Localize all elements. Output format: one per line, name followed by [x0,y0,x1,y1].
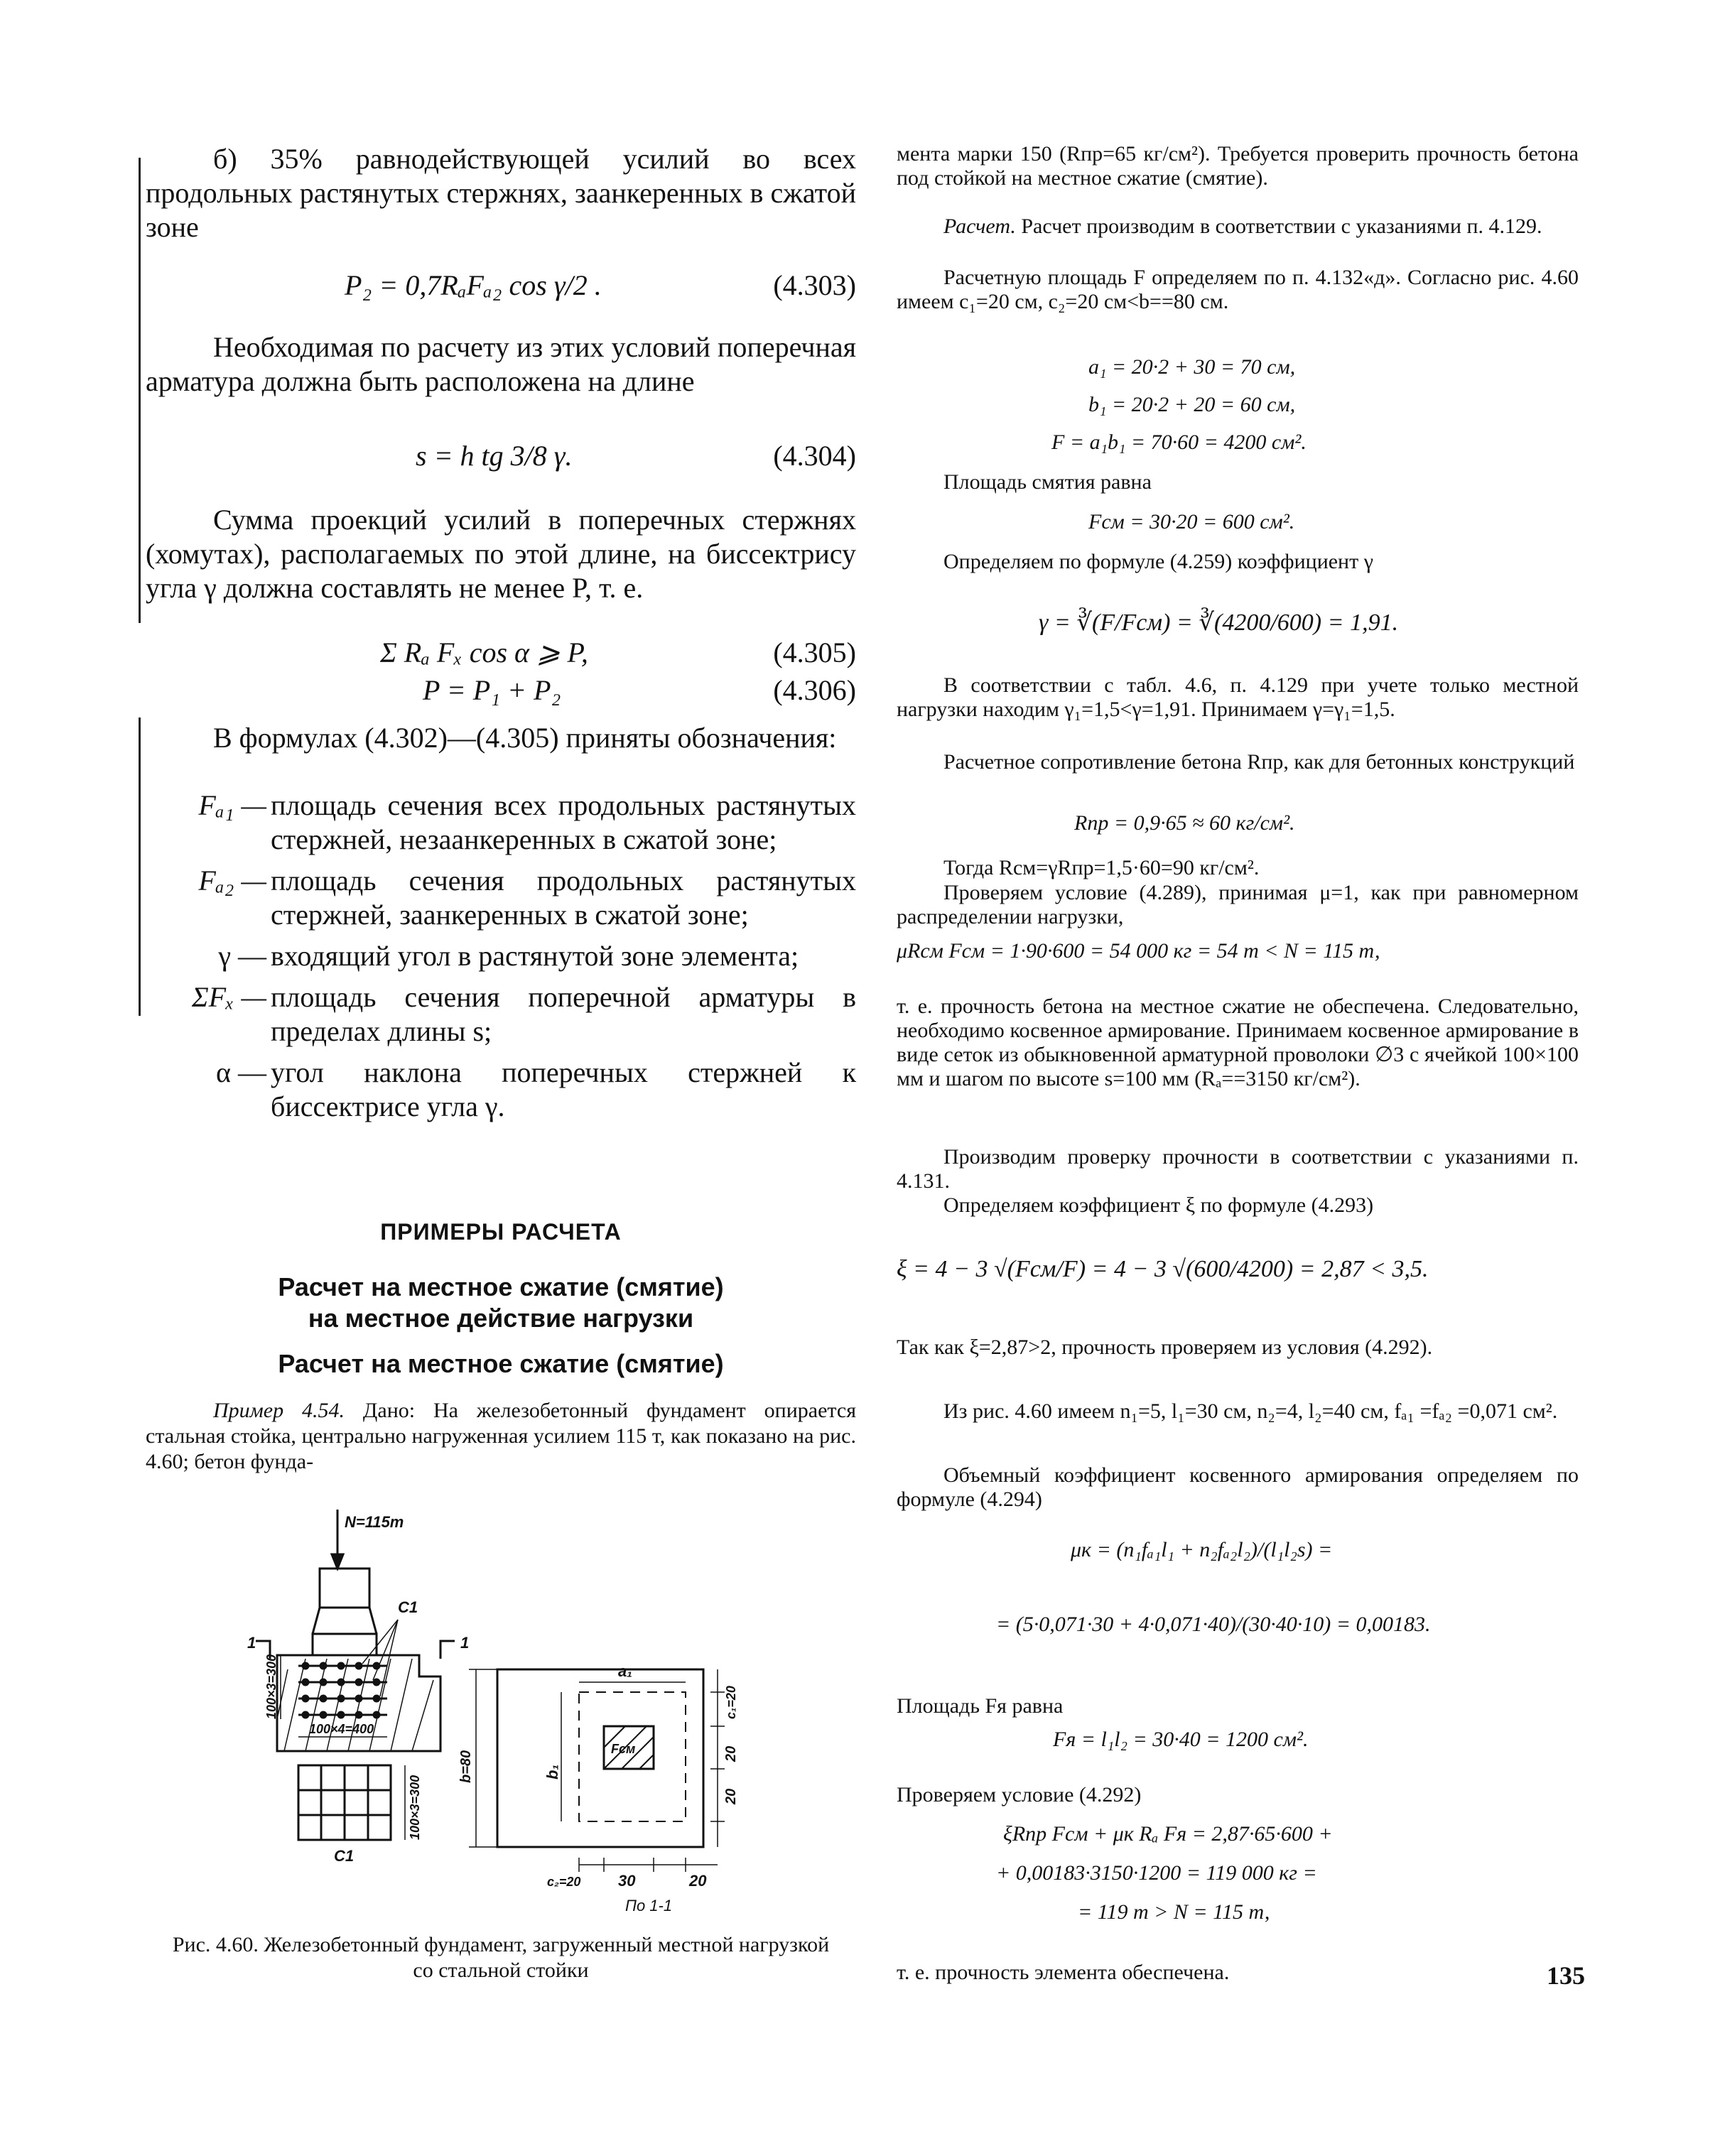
paragraph: Площадь смятия равна [943,470,1152,494]
section-label: По 1-1 [625,1897,673,1914]
paragraph: т. е. прочность бетона на местное сжатие не обеспечена. Следовательно, необходимо косвенное армирование. Принимаем косвенное армирование в виде сеток из обыкновенной арматурной проволоки ∅3 с ячейкой 100×100 мм и шагом по высоте s=100 мм (Rₐ==3150 кг/см²). [897,995,1579,1090]
paragraph: Сумма проекций усилий в поперечных стержнях (хомутах), располагаемых по этой длине, на биссектрису угла γ должна составлять не менее P, т. е. [146,504,856,604]
equation: Fсм = 30·20 = 600 см². [1088,510,1295,533]
section-heading: ПРИМЕРЫ РАСЧЕТА [380,1219,622,1245]
paragraph [897,215,1579,239]
v20b-label: 20 [723,1788,739,1804]
a1-label: a₁ [618,1662,632,1680]
equation: P₂ = 0,7RₐFₐ₂ cos γ/2 . [345,269,602,301]
equation: γ = ∛(F/Fсм) = ∛(4200/600) = 1,91. [1039,610,1399,636]
equation: = (5·0,071·30 + 4·0,071·40)/(30·40·10) = 0,00183. [996,1613,1431,1636]
calc-text: Расчет производим в соответствии с указаниями п. 4.129. [1015,215,1542,238]
equation: μк = (n₁fₐ₁l₁ + n₂fₐ₂l₂)/(l₁l₂s) = [1071,1538,1333,1561]
paragraph: Так как ξ=2,87>2, прочность проверяем из условия (4.292). [897,1336,1433,1359]
c2-label: c₂=20 [547,1875,581,1889]
load-arrowhead [332,1554,343,1569]
b-label: b=80 [458,1750,474,1783]
definition-text: входящий угол в растянутой зоне элемента; [271,940,799,972]
figure-caption: Рис. 4.60. Железобетонный фундамент, загруженный местной нагрузкой со стальной стойки [172,1933,830,1982]
paragraph: Объемный коэффициент косвенного армирования определяем по формуле (4.294) [897,1463,1579,1511]
paragraph: Проверяем условие (4.289), принимая μ=1, как при равномерном распределении нагрузки, [897,881,1579,928]
equation: Σ Rₐ Fₓ cos α ⩾ P, [380,636,588,668]
paragraph: В формулах (4.302)—(4.305) приняты обозначения: [213,722,837,754]
definition-symbol: ΣFₓ — [191,981,266,1013]
subsection-heading: Расчет на местное сжатие (смятие) [278,1272,724,1301]
example-label: Пример 4.54. [213,1399,345,1422]
page-number: 135 [1547,1961,1585,1990]
definition-item [146,789,856,857]
paragraph: т. е. прочность элемента обеспечена. [897,1961,1230,1984]
steel-column [320,1569,369,1608]
definitions-list [146,789,856,1124]
equation: a₁ = 20·2 + 30 = 70 см, [1088,355,1296,379]
section-mark-label: 1 [460,1634,470,1652]
section-plan-outline [497,1669,703,1847]
definition-symbol: γ — [218,940,266,972]
load-label: N=115т [345,1513,404,1531]
definition-symbol: Fₐ₂ — [198,865,266,896]
v20a-label: 20 [723,1745,739,1762]
equation: s = h tg 3/8 γ. [416,440,573,472]
definition-text: площадь сечения продольных растянутых стержней, заанкеренных в сжатой зоне; [271,865,856,931]
dim-30-label: 30 [618,1872,636,1890]
paragraph: мента марки 150 (Rпр=65 кг/см²). Требуется проверить прочность бетона под стойкой на местное сжатие (смятие). [897,142,1579,190]
equation: Rпр = 0,9·65 ≈ 60 кг/см². [1074,811,1295,835]
paragraph: Производим проверку прочности в соответствии с указаниями п. 4.131. [897,1145,1579,1193]
definition-item [146,939,856,973]
b1-label: b₁ [543,1764,561,1779]
paragraph: Расчетную площадь F определяем по п. 4.132«д». Согласно рис. 4.60 имеем c₁=20 см, c₂=20 см<b==80 см. [897,266,1579,313]
paragraph: Проверяем условие (4.292) [897,1783,1142,1806]
example-paragraph [146,1398,856,1475]
definition-symbol: α — [216,1056,266,1088]
mesh-plan-label: С1 [334,1847,355,1865]
equation: = 119 т > N = 115 т, [1078,1900,1270,1924]
section-mark-right [440,1641,455,1659]
definition-symbol: Fₐ₁ — [198,789,266,821]
equation-number: (4.306) [773,674,856,706]
equation-number: (4.304) [773,440,856,472]
mesh-layers [298,1666,387,1715]
equation: Fя = l₁l₂ = 30·40 = 1200 см². [1053,1728,1309,1751]
definition-text: площадь сечения поперечной арматуры в пределах длины s; [271,981,856,1047]
paragraph: Определяем по формуле (4.259) коэффициент γ [943,550,1373,573]
definition-item [146,1056,856,1124]
definition-item [146,980,856,1049]
figure-4-60 [192,1506,860,1918]
dim-grid-label: 100×3=300 [408,1775,422,1840]
subsection-heading: Расчет на местное сжатие (смятие) [278,1349,724,1378]
equation: F = a₁b₁ = 70·60 = 4200 см². [1051,430,1307,454]
equation: + 0,00183·3150·1200 = 119 000 кг = [996,1861,1317,1885]
mesh-label: С1 [398,1598,418,1616]
paragraph: Определяем коэффициент ξ по формуле (4.293) [943,1193,1374,1217]
equation: ξRпр Fсм + μк Rₐ Fя = 2,87·65·600 + [1003,1822,1333,1846]
dim-20-label: 20 [689,1872,707,1890]
equation: b₁ = 20·2 + 20 = 60 см, [1088,393,1296,416]
margin-bar [139,158,141,623]
column-flange [313,1608,320,1634]
equation: μRсм Fсм = 1·90·600 = 54 000 кг = 54 т < N = 115 т, [897,939,1380,963]
section-mark-label: 1 [247,1634,256,1652]
equation-number: (4.305) [773,636,856,668]
margin-bar [139,717,141,1016]
mesh-plan-grid [298,1765,391,1840]
paragraph: В соответствии с табл. 4.6, п. 4.129 при учете только местной нагрузки находим γ₁=1,5<γ=1,91. Принимаем γ=γ₁=1,5. [897,673,1579,721]
column-base [313,1634,377,1655]
dim-height-label: 100×3=300 [264,1654,278,1719]
equation-number: (4.303) [773,269,856,301]
fcm-label: Fсм [611,1742,636,1756]
c1-label: c₁=20 [724,1686,738,1719]
subsection-heading: на местное действие нагрузки [308,1304,694,1333]
definition-text: площадь сечения всех продольных растянутых стержней, незаанкеренных в сжатой зоне; [271,789,856,855]
calc-label: Расчет. [943,215,1016,238]
dim-width-label: 100×4=400 [309,1722,374,1736]
definition-text: угол наклона поперечных стержней к биссектрисе угла γ. [271,1056,856,1122]
paragraph: Тогда Rсм=γRпр=1,5·60=90 кг/см². [943,856,1260,879]
paragraph: Площадь Fя равна [897,1694,1064,1718]
definition-item [146,864,856,932]
equation: ξ = 4 − 3 √(Fсм/F) = 4 − 3 √(600/4200) = 2,87 < 3,5. [897,1256,1429,1282]
a1-b1-area [579,1692,686,1821]
equation: P = P₁ + P₂ [423,674,561,706]
paragraph: Из рис. 4.60 имеем n₁=5, l₁=30 см, n₂=4, l₂=40 см, fₐ₁ =fₐ₂ =0,071 см². [943,1399,1558,1423]
example-text: Дано: На железобетонный фундамент опирается стальная стойка, центрально нагруженная усилием 115 т, как показано на рис. 4.60; бетон фунда- [146,1399,856,1473]
column-flange [369,1608,377,1634]
paragraph: б) 35% равнодействующей усилий во всех продольных растянутых стержнях, заанкеренных в сжатой зоне [146,143,856,243]
paragraph: Расчетное сопротивление бетона Rпр, как для бетонных конструкций [943,750,1575,774]
paragraph: Необходимая по расчету из этих условий поперечная арматура должна быть расположена на длине [146,331,856,397]
